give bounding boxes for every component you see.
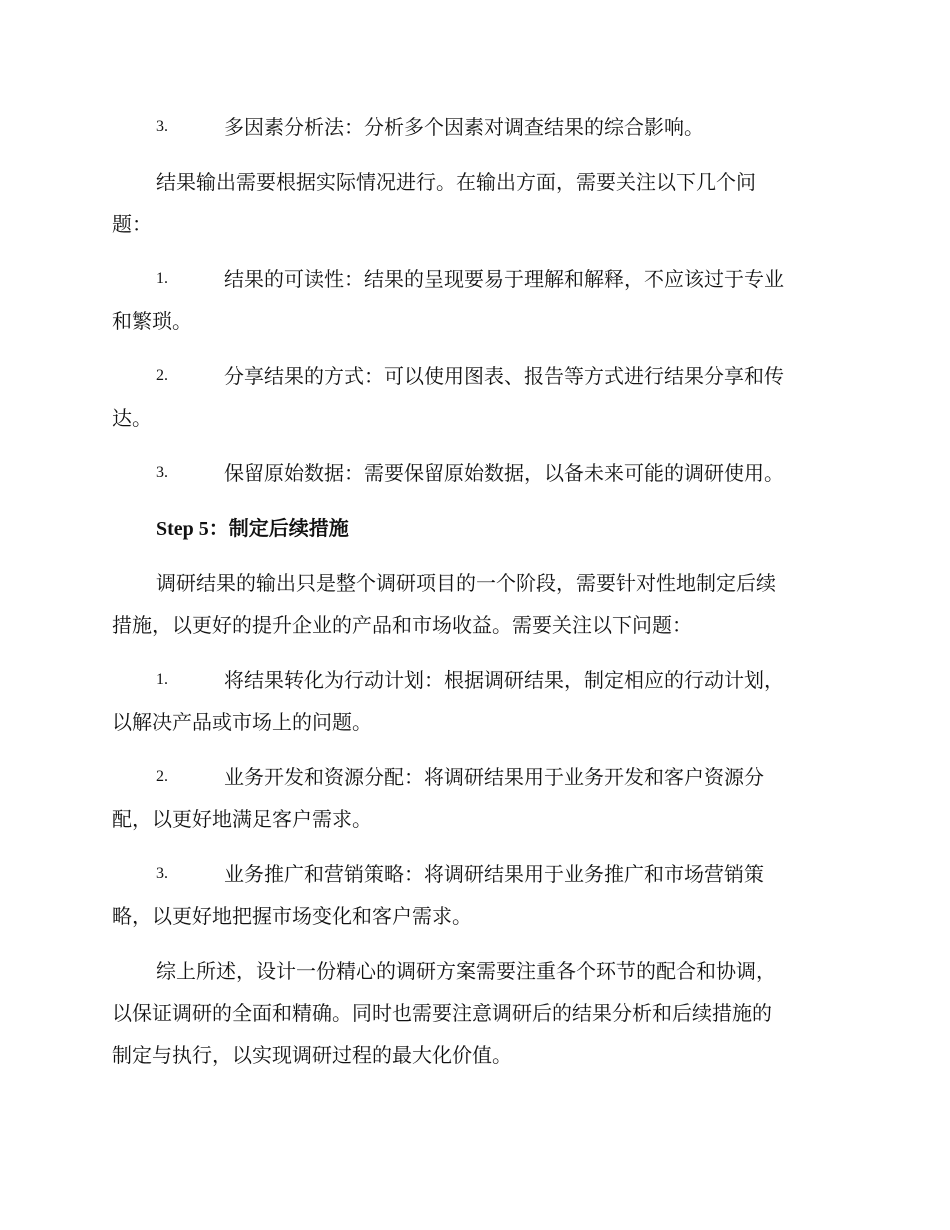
- list-item-continuation: 以解决产品或市场上的问题。: [112, 710, 372, 734]
- section-heading-step-5: [156, 513, 349, 543]
- list-item: [0, 762, 950, 792]
- list-item-continuation: 和繁琐。: [112, 309, 192, 333]
- list-item-text: 结果的可读性：结果的呈现要易于理解和解释，不应该过于专业: [224, 267, 784, 291]
- list-item: [0, 264, 950, 294]
- list-item: [0, 665, 950, 695]
- list-item-text: 分享结果的方式：可以使用图表、报告等方式进行结果分享和传: [224, 364, 784, 388]
- step-label: Step 5：: [156, 518, 229, 540]
- list-number: 2.: [156, 768, 168, 785]
- paragraph-followup-line-1: 调研结果的输出只是整个调研项目的一个阶段，需要针对性地制定后续: [156, 571, 776, 595]
- list-item-text: 将结果转化为行动计划：根据调研结果，制定相应的行动计划，: [224, 668, 784, 692]
- list-number: 3.: [156, 464, 168, 481]
- list-item-text: 保留原始数据：需要保留原始数据，以备未来可能的调研使用。: [224, 461, 784, 485]
- list-item-continuation: 配，以更好地满足客户需求。: [112, 807, 372, 831]
- list-number: 1.: [156, 270, 168, 287]
- paragraph-conclusion-line-3: 制定与执行，以实现调研过程的最大化价值。: [112, 1043, 512, 1067]
- list-number: 2.: [156, 367, 168, 384]
- list-item-text: 业务开发和资源分配：将调研结果用于业务开发和客户资源分: [224, 765, 764, 789]
- list-item-text: 多因素分析法：分析多个因素对调查结果的综合影响。: [224, 115, 704, 139]
- list-item: [0, 859, 950, 889]
- step-title: 制定后续措施: [228, 516, 349, 540]
- list-number: 3.: [156, 865, 168, 882]
- list-item: [0, 361, 950, 391]
- paragraph-conclusion-line-1: 综上所述，设计一份精心的调研方案需要注重各个环节的配合和协调，: [156, 959, 776, 983]
- list-item-continuation: 略，以更好地把握市场变化和客户需求。: [112, 904, 472, 928]
- paragraph-followup-line-2: 措施，以更好的提升企业的产品和市场收益。需要关注以下问题：: [112, 613, 692, 637]
- list-item-continuation: 达。: [112, 406, 152, 430]
- list-item: [0, 458, 950, 488]
- list-item-text: 业务推广和营销策略：将调研结果用于业务推广和市场营销策: [224, 862, 764, 886]
- list-item: [0, 112, 950, 142]
- paragraph-conclusion-line-2: 以保证调研的全面和精确。同时也需要注意调研后的结果分析和后续措施的: [112, 1001, 772, 1025]
- paragraph-output-line-2: 题：: [112, 212, 152, 236]
- list-number: 3.: [156, 118, 168, 135]
- paragraph-output-line-1: 结果输出需要根据实际情况进行。在输出方面，需要关注以下几个问: [156, 170, 756, 194]
- list-number: 1.: [156, 671, 168, 688]
